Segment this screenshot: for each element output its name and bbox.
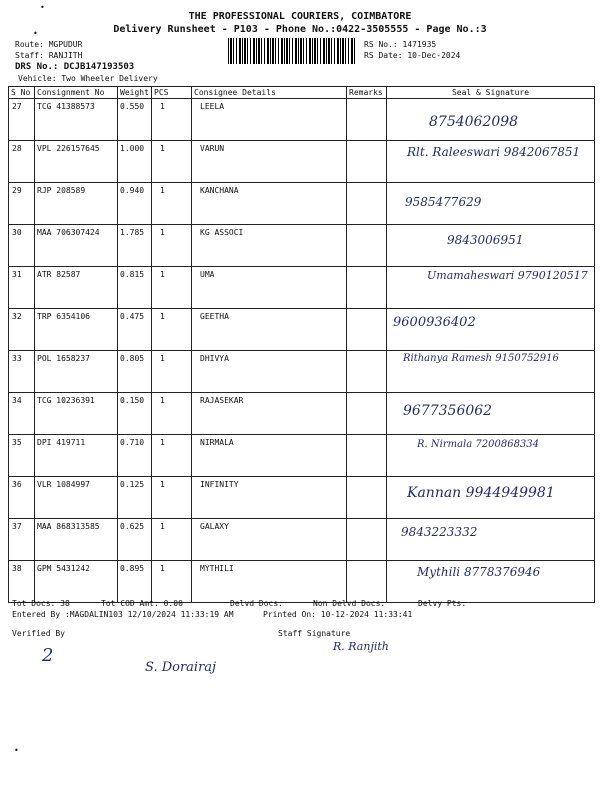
handwritten-signature: 8754062098 <box>429 114 519 130</box>
table-row <box>9 561 595 603</box>
row-weight: 0.895 <box>118 561 152 603</box>
row-consignee: KG ASSOCI <box>192 225 347 267</box>
col-pcs: PCS <box>152 87 192 99</box>
table-row <box>9 99 595 141</box>
staff-label: Staff: RANJITH <box>15 51 83 60</box>
delivery-table <box>8 86 595 603</box>
col-consignment: Consignment No <box>35 87 118 99</box>
row-weight: 0.815 <box>118 267 152 309</box>
verifier-signature: S. Dorairaj <box>145 660 217 675</box>
row-pcs: 1 <box>152 183 192 225</box>
row-consignment-no: VPL 226157645 <box>35 141 118 183</box>
row-remarks <box>347 351 387 393</box>
row-consignment-no: RJP 208589 <box>35 183 118 225</box>
row-pcs: 1 <box>152 519 192 561</box>
row-signature-cell <box>387 351 595 393</box>
row-consignee: RAJASEKAR <box>192 393 347 435</box>
row-sno: 28 <box>9 141 35 183</box>
row-weight: 0.550 <box>118 99 152 141</box>
entered-by: Entered By :MAGDALIN103 12/10/2024 11:33:19 AM <box>12 610 234 619</box>
row-consignment-no: VLR 1084997 <box>35 477 118 519</box>
staff-signature: R. Ranjith <box>333 640 389 653</box>
row-consignee: VARUN <box>192 141 347 183</box>
printed-on: Printed On: 10-12-2024 11:33:41 <box>263 610 413 619</box>
table-row <box>9 267 595 309</box>
rs-number: RS No.: 1471935 <box>364 40 437 49</box>
vehicle-label: Vehicle: Two Wheeler Delivery <box>18 74 158 83</box>
row-consignment-no: TRP 6354106 <box>35 309 118 351</box>
handwritten-signature: 9585477629 <box>405 195 482 209</box>
row-consignment-no: MAA 706307424 <box>35 225 118 267</box>
barcode <box>228 38 356 64</box>
row-signature-cell <box>387 183 595 225</box>
row-pcs: 1 <box>152 351 192 393</box>
table-row <box>9 183 595 225</box>
row-consignee: INFINITY <box>192 477 347 519</box>
row-pcs: 1 <box>152 309 192 351</box>
staff-signature-label: Staff Signature <box>278 629 351 638</box>
col-remarks: Remarks <box>347 87 387 99</box>
col-consignee: Consignee Details <box>192 87 347 99</box>
table-row <box>9 225 595 267</box>
row-weight: 0.125 <box>118 477 152 519</box>
row-weight: 1.785 <box>118 225 152 267</box>
table-row <box>9 519 595 561</box>
delvd-docs: Delvd Docs: <box>230 599 283 608</box>
runsheet-subtitle: Delivery Runsheet - P103 - Phone No.:0422-3505555 - Page No.:3 <box>113 24 487 35</box>
handwritten-signature: 9677356062 <box>403 403 493 419</box>
row-pcs: 1 <box>152 267 192 309</box>
row-consignment-no: DPI 419711 <box>35 435 118 477</box>
row-weight: 0.805 <box>118 351 152 393</box>
row-sno: 32 <box>9 309 35 351</box>
row-consignment-no: TCG 10236391 <box>35 393 118 435</box>
table-row <box>9 351 595 393</box>
row-weight: 1.000 <box>118 141 152 183</box>
row-weight: 0.475 <box>118 309 152 351</box>
handwritten-signature: R. Nirmala 7200868334 <box>417 439 540 450</box>
row-sno: 37 <box>9 519 35 561</box>
verified-by-label: Verified By <box>12 629 65 638</box>
row-pcs: 1 <box>152 225 192 267</box>
verifier-initial: 2 <box>42 645 54 666</box>
row-remarks <box>347 393 387 435</box>
row-weight: 0.625 <box>118 519 152 561</box>
row-signature-cell <box>387 267 595 309</box>
row-consignee: KANCHANA <box>192 183 347 225</box>
punch-mark: • <box>40 3 45 12</box>
row-consignment-no: TCG 41388573 <box>35 99 118 141</box>
route-label: Route: MGPUDUR <box>15 40 83 49</box>
row-remarks <box>347 99 387 141</box>
row-consignment-no: POL 1658237 <box>35 351 118 393</box>
row-remarks <box>347 183 387 225</box>
row-pcs: 1 <box>152 141 192 183</box>
row-remarks <box>347 141 387 183</box>
row-consignee: DHIVYA <box>192 351 347 393</box>
row-consignee: GEETHA <box>192 309 347 351</box>
row-sno: 38 <box>9 561 35 603</box>
handwritten-signature: 9843223332 <box>401 525 478 539</box>
row-sno: 30 <box>9 225 35 267</box>
table-row <box>9 435 595 477</box>
row-weight: 0.940 <box>118 183 152 225</box>
handwritten-signature: 9600936402 <box>393 315 476 330</box>
row-consignment-no: MAA 868313585 <box>35 519 118 561</box>
row-consignee: GALAXY <box>192 519 347 561</box>
row-consignee: UMA <box>192 267 347 309</box>
row-remarks <box>347 309 387 351</box>
row-signature-cell <box>387 393 595 435</box>
handwritten-signature: 9843006951 <box>447 233 524 247</box>
table-row <box>9 309 595 351</box>
row-signature-cell <box>387 309 595 351</box>
row-signature-cell <box>387 561 595 603</box>
row-remarks <box>347 477 387 519</box>
row-signature-cell <box>387 519 595 561</box>
handwritten-signature: Kannan 9944949981 <box>407 485 555 501</box>
punch-mark: • <box>33 29 38 38</box>
row-sno: 33 <box>9 351 35 393</box>
row-remarks <box>347 225 387 267</box>
delvy-pts: Delvy Pts: <box>418 599 467 608</box>
row-signature-cell <box>387 99 595 141</box>
row-signature-cell <box>387 435 595 477</box>
row-weight: 0.150 <box>118 393 152 435</box>
row-sno: 34 <box>9 393 35 435</box>
row-sno: 35 <box>9 435 35 477</box>
punch-mark: • <box>14 746 19 755</box>
row-consignment-no: GPM 5431242 <box>35 561 118 603</box>
row-signature-cell <box>387 477 595 519</box>
table-row <box>9 141 595 183</box>
handwritten-signature: Mythili 8778376946 <box>417 565 541 579</box>
handwritten-signature: Umamaheswari 9790120517 <box>427 269 588 282</box>
row-consignment-no: ATR 82587 <box>35 267 118 309</box>
row-sno: 29 <box>9 183 35 225</box>
handwritten-signature: Rithanya Ramesh 9150752916 <box>403 353 559 364</box>
row-remarks <box>347 435 387 477</box>
row-pcs: 1 <box>152 435 192 477</box>
row-pcs: 1 <box>152 561 192 603</box>
rs-date: RS Date: 10-Dec-2024 <box>364 51 461 60</box>
tot-cod: Tot COD Amt: 0.00 <box>101 599 183 608</box>
row-weight: 0.710 <box>118 435 152 477</box>
row-pcs: 1 <box>152 99 192 141</box>
row-pcs: 1 <box>152 393 192 435</box>
row-pcs: 1 <box>152 477 192 519</box>
row-remarks <box>347 561 387 603</box>
non-delvd-docs: Non Delvd Docs: <box>313 599 386 608</box>
row-remarks <box>347 519 387 561</box>
row-remarks <box>347 267 387 309</box>
row-signature-cell <box>387 225 595 267</box>
company-title: THE PROFESSIONAL COURIERS, COIMBATORE <box>188 11 412 22</box>
table-row <box>9 477 595 519</box>
col-weight: Weight <box>118 87 152 99</box>
drs-number: DRS No.: DCJB147193503 <box>15 62 135 72</box>
col-signature: Seal & Signature <box>387 87 595 99</box>
row-consignee: MYTHILI <box>192 561 347 603</box>
tot-docs: Tot Docs: 38 <box>12 599 70 608</box>
table-row <box>9 393 595 435</box>
row-sno: 27 <box>9 99 35 141</box>
row-consignee: LEELA <box>192 99 347 141</box>
table-header-row <box>9 87 595 99</box>
row-consignee: NIRMALA <box>192 435 347 477</box>
row-signature-cell <box>387 141 595 183</box>
row-sno: 36 <box>9 477 35 519</box>
row-sno: 31 <box>9 267 35 309</box>
col-sno: S No <box>9 87 35 99</box>
handwritten-signature: Rlt. Raleeswari 9842067851 <box>407 145 581 159</box>
